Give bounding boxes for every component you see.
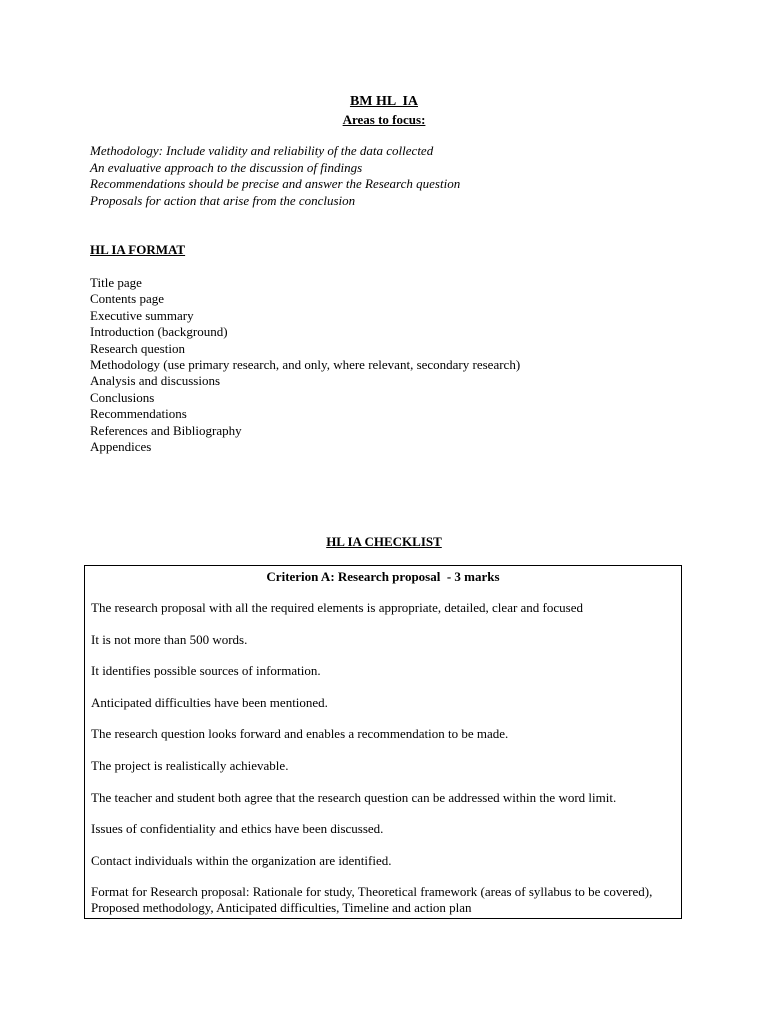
criterion-item: It is not more than 500 words. [91,631,248,647]
criterion-a-table [84,565,682,919]
format-item: Executive summary [90,307,194,323]
focus-item: Proposals for action that arise from the conclusion [90,192,356,208]
focus-item: Recommendations should be precise and answer the Research question [90,176,461,191]
checklist-heading: HL IA CHECKLIST [326,534,442,549]
criterion-item: The research question looks forward and enables a recommendation to be made. [91,726,509,742]
document-subtitle: Areas to focus: [342,112,426,127]
criterion-item: Contact individuals within the organization are identified. [91,852,392,868]
criterion-item: The teacher and student both agree that the research question can be addressed within the word limit. [91,789,617,805]
document-title: BM HL IA [349,94,419,109]
format-heading: HL IA FORMAT [90,242,186,257]
format-list [90,275,520,455]
focus-list [90,143,460,209]
format-item: Analysis and discussions [90,373,220,389]
format-item: Methodology (use primary research, and only, where relevant, secondary research) [90,357,521,373]
format-item: Recommendations [90,406,187,422]
format-item: Research question [90,340,185,356]
criterion-item: Anticipated difficulties have been mentioned. [91,694,328,710]
focus-item: An evaluative approach to the discussion of findings [90,159,363,175]
format-item: Appendices [90,439,152,455]
format-item: References and Bibliography [90,422,242,438]
criterion-item: It identifies possible sources of information. [91,663,321,679]
format-item: Title page [90,275,142,290]
focus-item: Methodology: Include validity and reliability of the data collected [90,143,434,158]
criterion-item: Format for Research proposal: Rationale for study, Theoretical framework (areas of syllabus to be covered), Proposed methodology, Anticipated difficulties, Timeline and action plan [91,884,653,916]
criterion-title: Criterion A: Research proposal - 3 marks [266,569,500,584]
criterion-item: The project is realistically achievable. [91,757,289,773]
criterion-items [91,600,676,932]
criterion-item: The research proposal with all the required elements is appropriate, detailed, clear and focused [91,600,583,615]
criterion-item: Issues of confidentiality and ethics have been discussed. [91,821,384,837]
format-item: Contents page [90,291,165,307]
format-item: Introduction (background) [90,324,228,340]
format-item: Conclusions [90,389,155,405]
